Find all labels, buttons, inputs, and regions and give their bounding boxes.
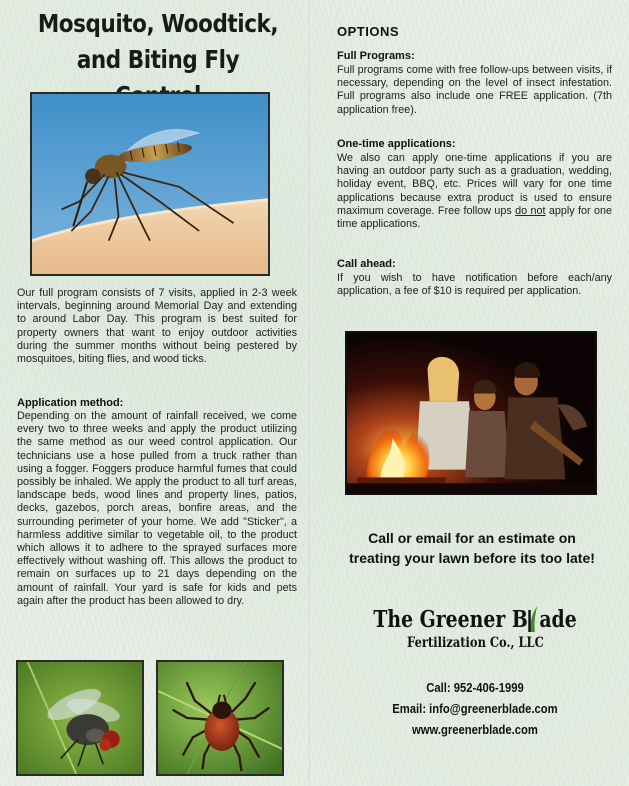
options-title: OPTIONS xyxy=(337,24,400,39)
company-subtitle: Fertilization Co., LLC xyxy=(406,635,544,651)
website-link[interactable]: www.greenerblade.com xyxy=(412,723,538,737)
one-time-text-1: We also can apply one-time applications if you are having an outdoor party such as a graduation, wedding, holiday event, BBQ, etc. Prices will vary for one time applications because extra product is used to ensure maximum coverage. Free follow ups xyxy=(337,152,612,217)
company-logo xyxy=(330,606,620,652)
email-address[interactable]: Email: info@greenerblade.com xyxy=(392,702,558,716)
cta-line-1: Call or email for an estimate on xyxy=(368,530,576,546)
one-time-text-2: apply for one time applications. xyxy=(337,204,612,231)
call-ahead-heading: Call ahead: xyxy=(337,258,396,270)
application-heading: Application method: xyxy=(17,397,124,409)
company-name-part-2: ade xyxy=(539,606,577,633)
intro-paragraph: Our full program consists of 7 visits, applied in 2-3 week intervals, beginning around Memorial Day and extending to around Labor Day. This program is best suited for property owners that want to enjoy outdoor activities during the summer months without being pestered by mosquitoes, biting flies, and wood ticks. xyxy=(17,287,297,366)
title-line-1: Mosquito, Woodtick, xyxy=(37,9,279,38)
one-time-heading: One-time applications: xyxy=(337,138,456,150)
full-programs-heading: Full Programs: xyxy=(337,50,415,62)
full-programs-paragraph: Full programs come with free follow-ups between visits, if necessary, depending on the level of insect infestation. Full programs also include one FREE application. (7th application free). xyxy=(337,64,612,116)
call-to-action xyxy=(322,528,622,568)
one-time-underlined-text: do not xyxy=(515,204,546,217)
campfire-photo xyxy=(345,331,597,495)
cta-line-2: treating your lawn before its too late! xyxy=(349,550,595,566)
fly-photo xyxy=(16,660,144,776)
call-ahead-paragraph: If you wish to have notification before each/any application, a fee of $10 is required per application. xyxy=(337,272,612,298)
application-paragraph: Depending on the amount of rainfall received, we come every two to three weeks and apply the product utilizing the same method as our weed control application. Our technicians use a hose pulled from a truck rather than using a fogger. Foggers produce harmful fumes that could possibly be inhaled. We apply the product to all turf areas, landscape beds, wood lines and property lines, patios, decks, gazebos, porch areas, bonfire areas, and the surrounding perimeter of your home. We add "Sticker", a harmless additive similar to vegetable oil, to the product which allows it to adhere to the sprayed surfaces more effectively without washing off. This allows the product to remain on surfaces up to 21 days depending on the amount of rainfall. Your yard is safe for kids and pets again after the product has been allowed to dry. xyxy=(17,410,297,607)
mosquito-photo xyxy=(30,92,270,276)
company-name-part-1: The Greener B xyxy=(373,606,528,633)
one-time-paragraph xyxy=(337,152,612,231)
panel-fold xyxy=(309,0,311,786)
grass-blade-icon xyxy=(528,606,539,632)
phone-number[interactable]: Call: 952-406-1999 xyxy=(426,681,524,695)
company-name xyxy=(373,606,576,633)
tick-photo xyxy=(156,660,284,776)
title-line-2: and Biting Fly xyxy=(76,45,240,74)
